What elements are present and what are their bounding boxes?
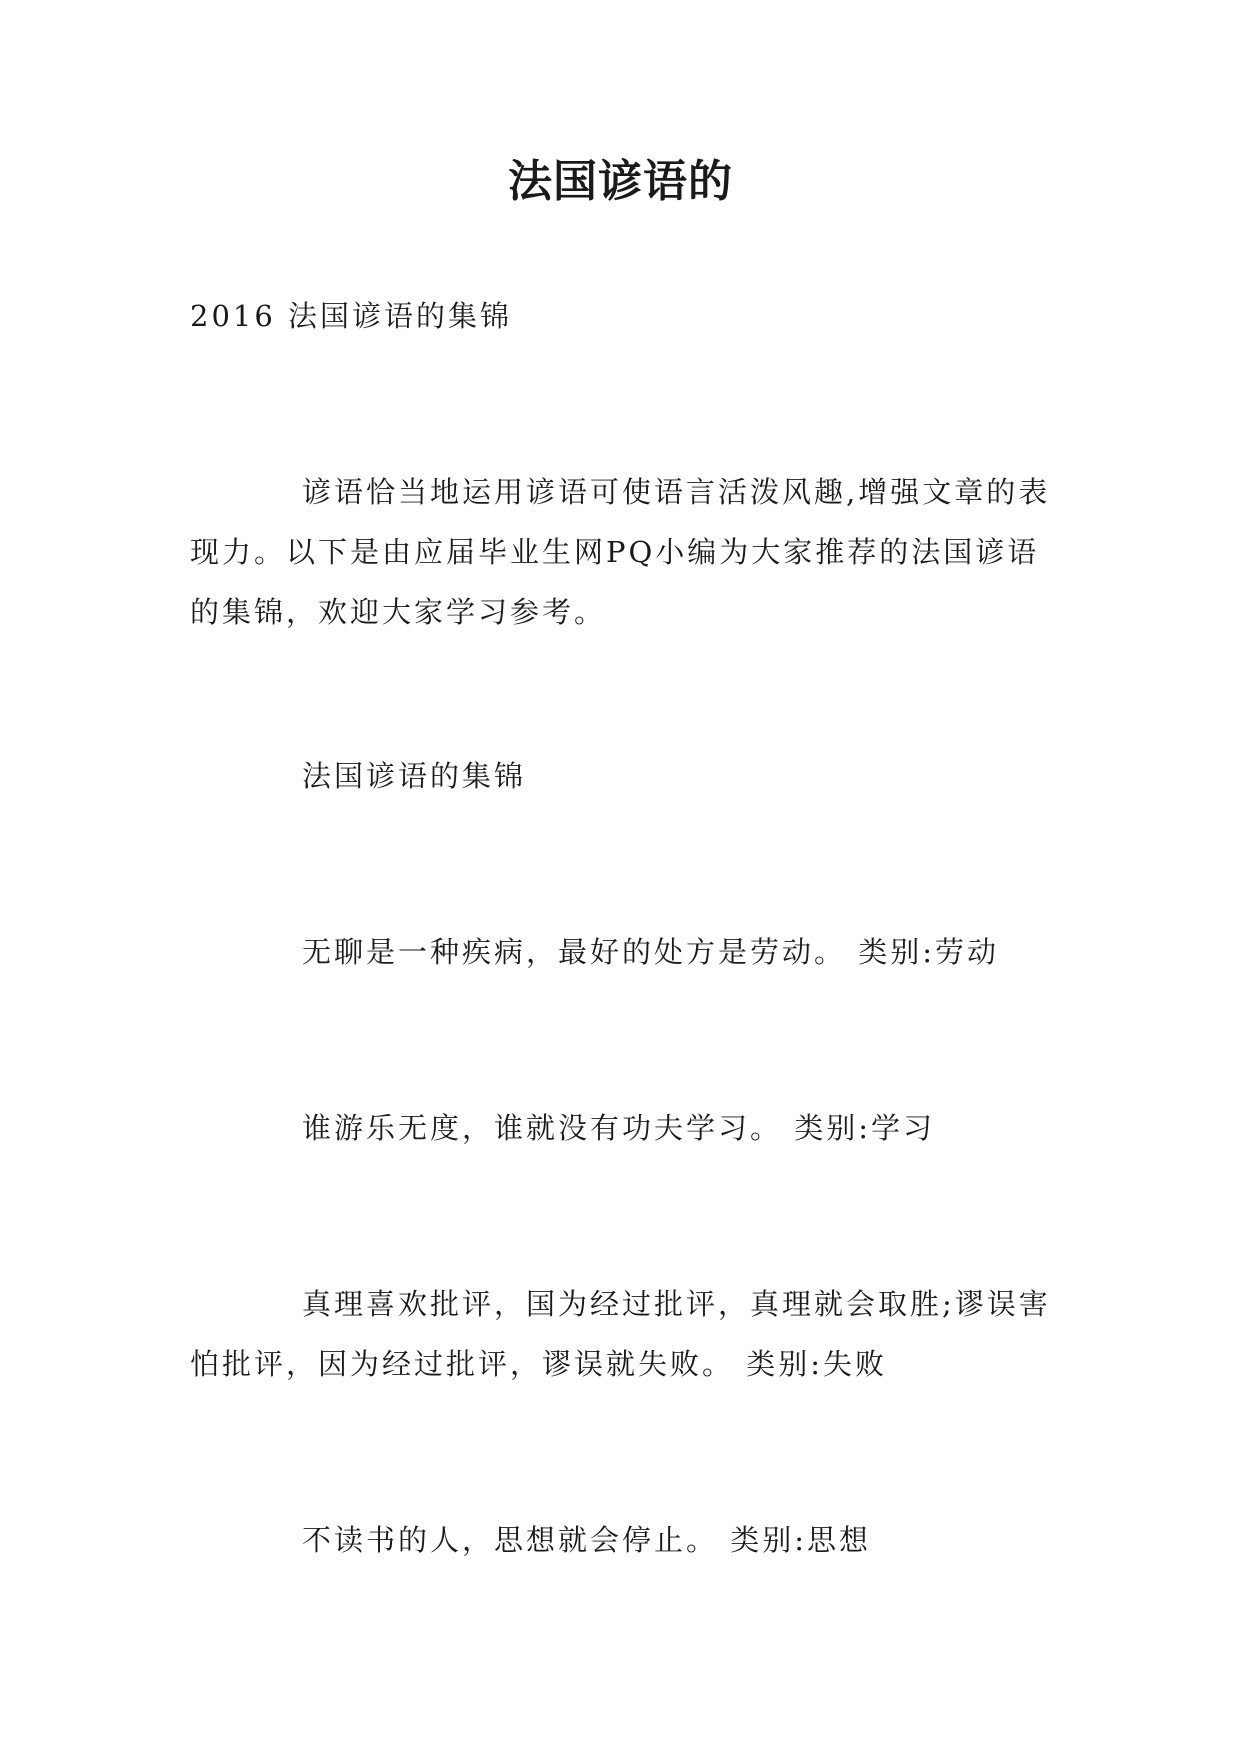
proverb-item: 真理喜欢批评，国为经过批评，真理就会取胜;谬误害怕批评，因为经过批评，谬误就失败。 类别:失败: [190, 1287, 1051, 1381]
proverb-item: 谁游乐无度，谁就没有功夫学习。 类别:学习: [302, 1111, 935, 1145]
section-heading: 法国谚语的集锦: [302, 759, 527, 793]
proverb-item: 不读书的人，思想就会停止。 类别:思想: [302, 1523, 871, 1557]
document-subtitle: 2016 法国谚语的集锦: [190, 299, 513, 333]
intro-paragraph: 谚语恰当地运用谚语可使语言活泼风趣,增强文章的表现力。以下是由应届毕业生网PQ小编为大家推荐的法国谚语的集锦，欢迎大家学习参考。: [190, 475, 1051, 629]
proverb-item: 无聊是一种疾病，最好的处方是劳动。 类别:劳动: [302, 935, 999, 969]
document-title: 法国谚语的: [508, 156, 733, 207]
